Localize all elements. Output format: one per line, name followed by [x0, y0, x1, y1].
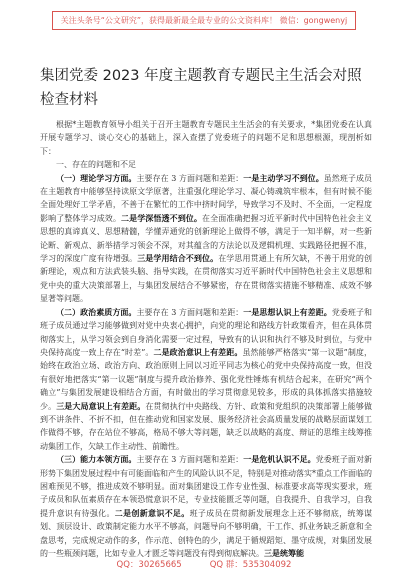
- heading-politics: （二）政治素质方面。: [56, 306, 137, 317]
- footer-contact: [0, 558, 408, 570]
- top-banner: [0, 8, 408, 32]
- heading-theory: （一）理论学习方面。: [56, 172, 137, 183]
- intro-paragraph: 根据*主题教育领导小组关于召开主题教育专题民主生活会的有关要求，*集团党委在认真开展专题学习、谈心交心的基础上，深入查摆了党委班子的问题不足和思想根源，现剖析如下：: [40, 120, 372, 156]
- document-title: 集团党委 2023 年度主题教育专题民主生活会对照检查材料: [40, 68, 362, 108]
- paragraph-politics: （二）政治素质方面。主要存在 3 方面问题和差距：一是思想认识上有差距。党委班子和班子成员通过学习能够做到对党中央衷心拥护，向党的理论和路线方针政策看齐，但在具体贯彻落实上，从学习领会到自身消化需要一定过程，导致有的认识和执行不够及时到位，与党中央保持高度一致上存在“时差”。二是政治意识上有差距。虽然能够严格落实“第一议题”制度，始终在政治立场、政治方向、政治原则上同以习近平同志为核心的党中央保持高度一致，但没有很好地把落实“第一议题”制度与提升政治修养、强化党性锤炼有机结合起来，在研究“两个确立”与集团发展建设相结合方面，有时做出的学习贯彻意见较多，形成的具体抓落实措施较少。三是大局意识上有差距。在贯彻执行中央路线、方针、政策和党组织的决策部署上能够做到不讲条件、不折不扣，但在推动党和国家发展、服务经济社会高质量发展的战略层面谋划工作做得不够，存在站位不够高，格局不够大等问题，缺乏以战略的高度、辩证的思维主线筹推动集团工作，欠缺工作主动性、前瞻性。: [40, 306, 373, 451]
- paragraph-theory: （一）理论学习方面。主要存在 3 方面问题和差距：一是主动学习不到位。虽然班子成员在主题教育中能够坚持读原文学原著，注重强化理论学习、凝心铸魂筑牢根本，但有时候不能全面处理好工学矛盾，不善于在繁忙的工作中挤时间学，导致学习不及时、不全面，一定程度影响了整体学习成效。二是学深悟透不到位。在全面准确把握习近平新时代中国特色社会主义思想的真谛真义、思想精髓，学懂弄通党的创新理论上做得不够，满足于一知半解，对一些新论断、新观点、新举措学习领会不深，对其蕴含的方法论以及逻辑机理、实践路径把握不准，学习的深度广度有待增强。三是学用结合不到位。在学思用贯通上有所欠缺，不善于用党的创新理论，观点和方法武装头脑、指导实践，在贯彻落实习近平新时代中国特色社会主义思想和党中央的重大决策部署上，与集团发展结合不够紧密，存在贯彻落实措施不够精准、成效不够显著等问题。: [40, 172, 373, 304]
- banner-text: 关注头条号“公文研究”，获得最新最全最专业的公文资料库！ 微信：gongwenyj: [52, 11, 356, 30]
- heading-ability: （三）能力本领方面。: [56, 454, 137, 465]
- paragraph-ability: （三）能力本领方面。主要存在 3 方面问题和差距：一是危机认识不足。党委班子面对新形势下集团发展过程中有可能面临和产生的风险认识不足，特别是对推动落实*重点工作面临的困难预见不够，推进成效不够明显。面对集团建设工作专业性强、标准要求高等现实要求，班子成员和队伍素质存在本领恐慌意识不足，专业技能匮乏等问题，自我提升、自我学习，自我提升意识有待强化。二是创新意识不足。班子成员在贯彻新发展理念上还不够彻底，统筹谋划、顶层设计、政策制定能力水平不够高，问题导向不够明确，干工作、抓业务缺乏新意和全盘思考，完成规定动作的多，作示范、创特色的少，满足于循规蹈矩、墨守成规，对集团发展的一些瓶颈问题，比如专业人才匮乏等问题没有得到彻底解决。三是统筹能: [40, 454, 373, 558]
- footer-qq: QQ：30265665: [116, 560, 182, 570]
- section-heading: 一、存在的问题和不足: [56, 160, 136, 170]
- document-body: [40, 118, 372, 560]
- footer-qq-group: QQ 群：535304092: [209, 560, 292, 570]
